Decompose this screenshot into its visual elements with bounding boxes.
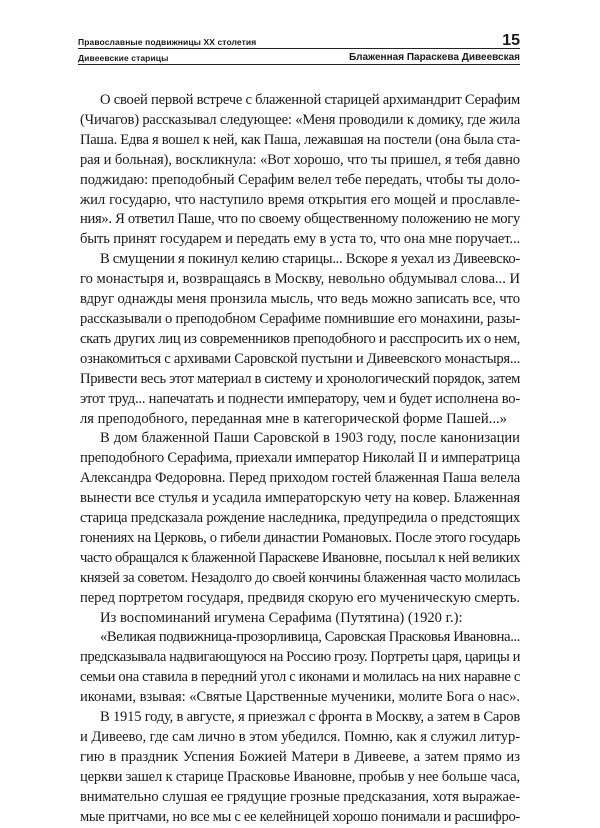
text-line: «Великая подвижница-прозорливица, Саровская Прасковья Ивановна... (100, 629, 520, 646)
running-title: Православные подвижницы XX столетия (78, 37, 257, 47)
text-line: гию в праздник Успения Божией Матери в Дивееве, а затем прямо из (80, 748, 520, 765)
text-line: Александра Федоровна. Перед приходом гостей блаженная Паша велела (80, 470, 521, 487)
page-header (78, 34, 520, 64)
header-bottom-row (78, 50, 520, 65)
text-line: гонениях на Церковь, о гибели династии Романовых. После этого государь (80, 529, 520, 546)
section-title: Дивеевские старицы (78, 53, 169, 63)
text-line: семьи она ставила в передний угол с иконами и молилась на них наравне с (80, 669, 520, 686)
text-line: ния». Я ответил Паше, что по своему общественному положению не могу (80, 211, 520, 228)
text-line: В 1915 году, в августе, я приезжал с фронта в Москву, а затем в Саров (100, 709, 520, 726)
text-line: рая и больная), воскликнула: «Вот хорошо, что ты пришел, я тебя давно (80, 151, 520, 168)
header-top-row (78, 34, 520, 49)
paragraph-5 (80, 628, 520, 708)
text-line: поджидаю: преподобный Серафим велел тебе передать, чтобы ты доло- (80, 171, 520, 188)
text-line: внимательно слушая ее грядущие грозные предсказания, хотя выражае- (80, 788, 520, 805)
text-line: и Дивеево, где сам лично в этом убедился. Помню, как я служил литур- (80, 729, 520, 745)
paragraph-4 (80, 609, 520, 629)
text-line: церкви зашел к старице Прасковье Ивановне, пробыв у нее больше часа, (80, 768, 520, 785)
text-line: князей за советом. Незадолго до своей кончины блаженная часто молилась (80, 569, 520, 586)
paragraph-3 (80, 429, 520, 608)
text-line: вынести все стулья и усадила императорскую чету на ковер. Блаженная (80, 490, 520, 507)
text-line: старица предсказала рождение наследника, предупредила о предстоящих (80, 510, 520, 527)
text-line: Привести весь этот материал в систему и хронологический порядок, затем (80, 370, 520, 387)
text-line: го монастыря и, возвращаясь в Москву, невольно обдумывал слова... И (80, 271, 520, 288)
text-line: жил государю, что наступило время открытия его мощей и прославле- (80, 191, 520, 208)
text-line: ля преподобного, переданная мне в категорической форме Пашей...» (80, 410, 507, 427)
text-line: В дом блаженной Паши Саровской в 1903 году, после канонизации (100, 430, 520, 447)
paragraph-1 (80, 91, 520, 250)
text-line: часто обращался к блаженной Параскеве Ивановне, посылал к ней великих (80, 549, 520, 566)
body-text (80, 91, 520, 828)
text-line: перед портретом государя, предвидя скорую его мученическую смерть. (80, 589, 520, 606)
text-line: преподобного Серафима, приехали император Николай II и императрица (80, 450, 520, 467)
text-line: В смущении я покинул келию старицы... Вскоре я уехал из Дивеевско- (100, 251, 520, 268)
chapter-title: Блаженная Параскева Дивеевская (348, 52, 520, 63)
text-line: Из воспоминаний игумена Серафима (Путятина) (1920 г.): (100, 609, 463, 626)
paragraph-2 (80, 250, 520, 429)
text-line: мые притчами, но все мы с ее келейницей хорошо понимали и расшифро- (80, 808, 520, 825)
text-line: О своей первой встрече с блаженной старицей архимандрит Серафим (100, 92, 520, 108)
text-line: иконами, взывая: «Святые Царственные мученики, молите Бога о нас». (80, 689, 520, 706)
text-line: быть принят государем и передать ему в уста то, что она мне поручает... (80, 231, 520, 248)
text-line: скать других лиц из современников преподобного и расспросить их о нем, (80, 330, 520, 347)
text-line: этот труд... напечатать и поднести императору, чем и будет исполнена во- (80, 390, 520, 407)
text-line: ознакомиться с архивами Саровской пустыни и Дивеевского монастыря... (80, 350, 520, 367)
text-line: (Чичагов) рассказывал следующее: «Меня проводили к домику, где жила (80, 111, 520, 128)
text-line: рассказывали о преподобном Серафиме помнившие его монахини, разы- (80, 310, 520, 327)
text-line: предсказывала надвигающуюся на Россию грозу. Портреты царя, царицы и (80, 649, 520, 666)
text-line: вдруг однажды меня пронзила мысль, что ведь можно записать все, что (80, 291, 520, 308)
text-line: Паша. Едва я вошел к ней, как Паша, лежавшая на постели (она была ста- (80, 131, 520, 148)
paragraph-6 (80, 708, 520, 827)
page-number: 15 (502, 32, 520, 49)
